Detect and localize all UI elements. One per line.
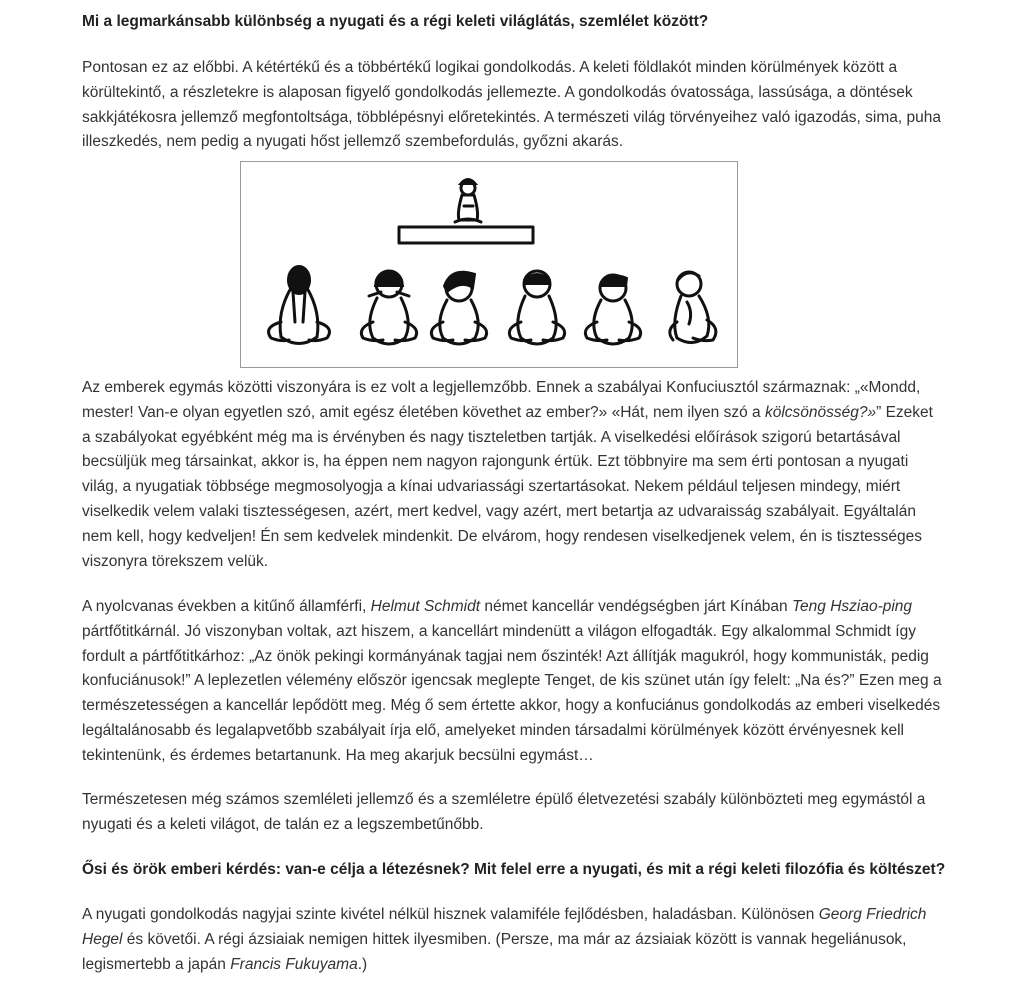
student-figure-3 xyxy=(431,272,486,344)
name-teng-hsziao-ping: Teng Hsziao-ping xyxy=(791,598,913,615)
question-heading-1: Mi a legmarkánsabb különbség a nyugati és a régi keleti világlátás, szemlélet között? xyxy=(82,13,709,30)
paragraph-5-text-a: A nyugati gondolkodás nagyjai szinte kivétel nélkül hisznek valamiféle fejlődésben, haladásban. Különösen xyxy=(82,906,819,923)
paragraph-5 xyxy=(82,903,942,977)
student-figure-2 xyxy=(361,271,416,344)
name-fukuyama: Francis Fukuyama xyxy=(230,955,358,973)
student-figure-4 xyxy=(509,271,564,344)
paragraph-5-text-c: .) xyxy=(357,955,368,973)
drawing-seated-figures xyxy=(241,162,737,367)
illustration-master-and-students xyxy=(240,161,738,368)
name-helmut-schmidt: Helmut Schmidt xyxy=(370,598,481,615)
paragraph-2-emphasis: kölcsönösség?» xyxy=(764,403,877,421)
paragraph-2 xyxy=(82,376,942,574)
student-figure-1 xyxy=(269,266,330,344)
paragraph-3-text-b: német kancellár vendégségben járt Kínában xyxy=(480,598,792,615)
paragraph-3 xyxy=(82,595,942,769)
paragraph-5-text-b: és követői. A régi ázsiaiak nemigen hittek ilyesmiben. (Persze, ma már az ázsiaiak között is vannak hegeliánusok, legismertebb a japán xyxy=(82,930,907,973)
student-figure-6 xyxy=(670,272,716,343)
platform xyxy=(399,227,533,243)
question-heading-2: Ősi és örök emberi kérdés: van-e célja a létezésnek? Mit felel erre a nyugati, és mit a régi keleti filozófia és költészet? xyxy=(82,861,946,878)
paragraph-3-text-c: pártfőtitkárnál. Jó viszonyban voltak, azt hiszem, a kancellárt mindenütt a világon elfogadták. Egy alkalommal Schmidt így fordult a pártfőtitkárhoz: „Az önök pekingi kormányának tagjai nem őszinték! Azt állítják magukról, hogy kommunisták, pedig konfuciánusok!” A leplezetlen vélemény először igencsak meglepte Tenget, de kis szünet után így felelt: „Na és?” Ezen meg a természetességen a kancellár lepődött meg. Még ő sem értette akkor, hogy a konfuciánus gondolkodás az emberi viselkedés legáltalánosabb és legalapvetőbb szabályait írja elő, amelyeket minden társadalmi körülmények között érvényesnek kell tekintenünk, és érdemes betartanunk. Ha meg akarjuk becsülni egymást… xyxy=(82,622,942,764)
paragraph-3-text-a: A nyolcvanas években a kitűnő államférfi, xyxy=(82,598,371,615)
paragraph-1: Pontosan ez az előbbi. A kétértékű és a többértékű logikai gondolkodás. A keleti földlakót minden körülmények között a körültekintő, a részletekre is alaposan figyelő gondolkodás jellemezte. A gondolkodás óvatossága, lassúsága, a döntések sakkjátékosra jellemző megfontoltsága, többlépésnyi előretekintés. A természeti világ törvényeihez való igazodás, sima, puha illeszkedés, nem pedig a nyugati hőst jellemző szembefordulás, győzni akarás. xyxy=(82,59,941,151)
paragraph-2-text-b: ” Ezeket a szabályokat egyébként még ma is érvényben és nagy tiszteletben tartják. A viselkedési előírások szigorú betartásával becsüljük meg társainkat, akkor is, ha éppen nem nagyon rajongunk értük. Ezt többnyire ma sem érti pontosan a nyugati világ, a nyugatiak többsége megmosolyogja a kínai udvariassági szertartásokat. Nekem például teljesen mindegy, miért viselkedik velem valaki tisztességesen, azért, mert kedvel, vagy azért, mert betartja az udvaraisság szabályait. Egyáltalán nem kell, hogy kedveljen! Én sem kedvelek mindenkit. De elvárom, hogy rendesen viselkedjenek velem, én is tisztességes viszonyra törekszem velük. xyxy=(82,403,933,570)
paragraph-2-text-a: Az emberek egymás közötti viszonyára is ez volt a legjellemzőbb. Ennek a szabályai Konfuciusztól származnak: „«Mondd, mester! Van-e olyan egyetlen szó, amit egész életében követhet az ember?» «Hát, nem ilyen szó a xyxy=(82,379,921,421)
student-figure-5 xyxy=(585,275,640,344)
name-hegel: Georg Friedrich Hegel xyxy=(82,906,927,948)
paragraph-4: Természetesen még számos szemléleti jellemző és a szemléletre épülő életvezetési szabály különbözteti meg egymástól a nyugati és a keleti világot, de talán ez a legszembetűnőbb. xyxy=(82,791,926,833)
master-figure xyxy=(455,179,481,222)
